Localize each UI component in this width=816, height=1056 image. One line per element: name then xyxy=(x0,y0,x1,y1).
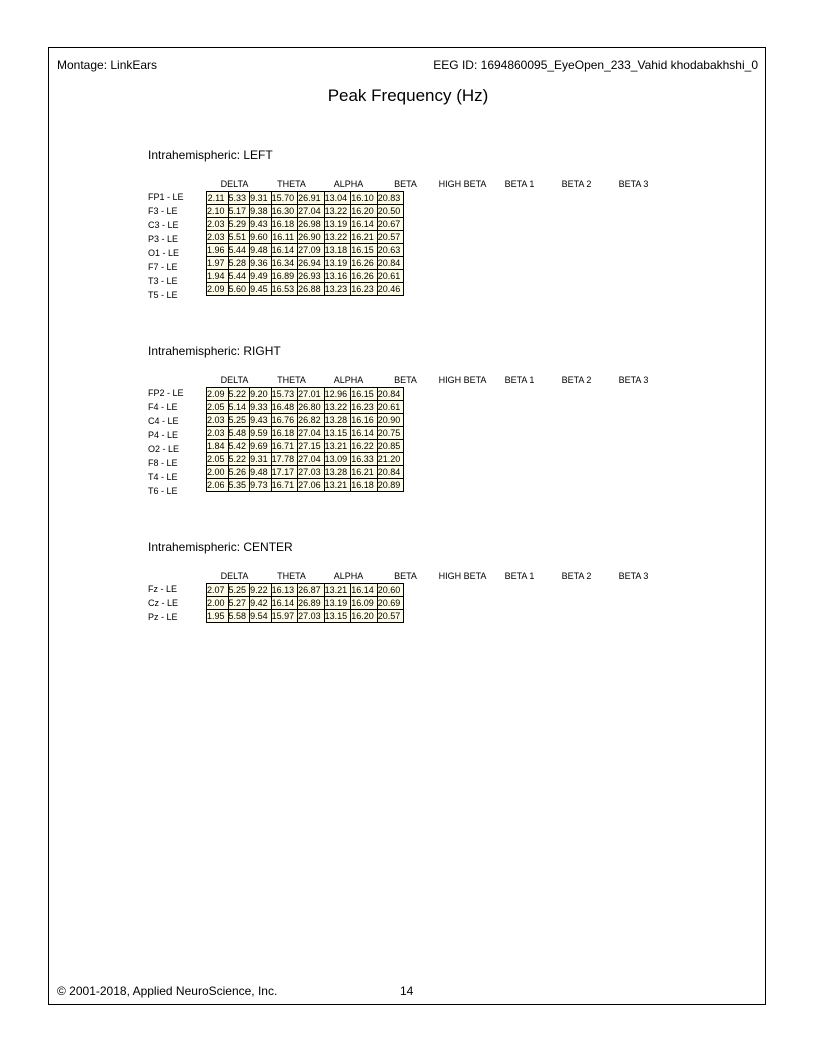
value-cell: 13.15 xyxy=(324,427,351,440)
value-cell: 9.45 xyxy=(250,283,272,296)
value-cell: 9.33 xyxy=(250,401,272,414)
value-cell: 26.94 xyxy=(298,257,325,270)
column-header: THETA xyxy=(277,179,306,189)
value-cell: 16.22 xyxy=(351,440,378,453)
page-title: Peak Frequency (Hz) xyxy=(327,86,489,105)
column-header: BETA xyxy=(394,179,417,189)
value-cell: 5.58 xyxy=(228,610,250,623)
value-cell: 13.15 xyxy=(324,610,351,623)
value-cell: 5.44 xyxy=(228,270,250,283)
value-cell: 27.03 xyxy=(298,610,325,623)
value-cell: 15.70 xyxy=(271,192,298,205)
value-cell: 20.84 xyxy=(377,388,404,401)
value-cell: 13.19 xyxy=(324,597,351,610)
row-label: Cz - LE xyxy=(148,598,179,608)
value-cell: 16.15 xyxy=(351,244,378,257)
table-row xyxy=(207,427,404,440)
value-cell: 26.89 xyxy=(298,597,325,610)
value-cell: 13.22 xyxy=(324,231,351,244)
value-cell: 16.13 xyxy=(271,584,298,597)
table-row xyxy=(207,584,404,597)
value-cell: 20.60 xyxy=(377,584,404,597)
column-header: BETA 1 xyxy=(504,375,535,385)
row-label: FP1 - LE xyxy=(148,192,184,202)
value-cell: 16.18 xyxy=(271,218,298,231)
value-cell: 17.78 xyxy=(271,453,298,466)
row-label: O2 - LE xyxy=(148,444,180,454)
value-cell: 5.14 xyxy=(228,401,250,414)
value-cell: 16.09 xyxy=(351,597,378,610)
value-cell: 13.28 xyxy=(324,414,351,427)
value-cell: 16.53 xyxy=(271,283,298,296)
value-cell: 9.60 xyxy=(250,231,272,244)
value-cell: 20.69 xyxy=(377,597,404,610)
table-row xyxy=(207,453,404,466)
value-cell: 26.88 xyxy=(298,283,325,296)
value-cell: 1.95 xyxy=(207,610,229,623)
value-cell: 16.10 xyxy=(351,192,378,205)
value-cell: 9.31 xyxy=(250,192,272,205)
value-cell: 20.61 xyxy=(377,401,404,414)
value-cell: 2.06 xyxy=(207,479,229,492)
row-label: Pz - LE xyxy=(148,612,178,622)
value-cell: 16.14 xyxy=(351,427,378,440)
value-cell: 13.04 xyxy=(324,192,351,205)
value-cell: 2.09 xyxy=(207,283,229,296)
value-cell: 2.03 xyxy=(207,427,229,440)
value-cell: 20.61 xyxy=(377,270,404,283)
row-label: T3 - LE xyxy=(148,276,178,286)
value-cell: 20.46 xyxy=(377,283,404,296)
row-label: C3 - LE xyxy=(148,220,179,230)
column-header: ALPHA xyxy=(333,375,364,385)
value-cell: 20.50 xyxy=(377,205,404,218)
column-header: BETA 3 xyxy=(618,571,649,581)
row-label: F4 - LE xyxy=(148,402,178,412)
column-header: BETA 1 xyxy=(504,571,535,581)
value-cell: 9.73 xyxy=(250,479,272,492)
value-cell: 20.63 xyxy=(377,244,404,257)
value-cell: 9.22 xyxy=(250,584,272,597)
section-title: Intrahemispheric: LEFT xyxy=(148,148,273,162)
value-cell: 9.36 xyxy=(250,257,272,270)
value-cell: 5.22 xyxy=(228,453,250,466)
value-cell: 20.84 xyxy=(377,466,404,479)
value-cell: 5.60 xyxy=(228,283,250,296)
value-cell: 5.25 xyxy=(228,584,250,597)
value-cell: 9.48 xyxy=(250,244,272,257)
page-number: 14 xyxy=(400,984,414,998)
value-cell: 5.44 xyxy=(228,244,250,257)
row-label: F3 - LE xyxy=(148,206,178,216)
value-cell: 1.84 xyxy=(207,440,229,453)
value-cell: 16.15 xyxy=(351,388,378,401)
value-cell: 5.29 xyxy=(228,218,250,231)
value-cell: 20.67 xyxy=(377,218,404,231)
value-cell: 27.04 xyxy=(298,427,325,440)
value-cell: 27.06 xyxy=(298,479,325,492)
table-row xyxy=(207,479,404,492)
value-cell: 9.20 xyxy=(250,388,272,401)
value-cell: 5.17 xyxy=(228,205,250,218)
value-cell: 20.75 xyxy=(377,427,404,440)
column-header: DELTA xyxy=(220,571,249,581)
value-cell: 13.22 xyxy=(324,401,351,414)
value-cell: 12.96 xyxy=(324,388,351,401)
value-cell: 9.48 xyxy=(250,466,272,479)
value-cell: 17.17 xyxy=(271,466,298,479)
value-cell: 9.43 xyxy=(250,218,272,231)
value-cell: 5.26 xyxy=(228,466,250,479)
value-cell: 2.00 xyxy=(207,466,229,479)
value-cell: 9.59 xyxy=(250,427,272,440)
column-header: ALPHA xyxy=(333,179,364,189)
value-cell: 5.28 xyxy=(228,257,250,270)
value-cell: 5.42 xyxy=(228,440,250,453)
value-cell: 16.48 xyxy=(271,401,298,414)
table-row xyxy=(207,192,404,205)
table-row xyxy=(207,401,404,414)
value-cell: 27.04 xyxy=(298,205,325,218)
table-row xyxy=(207,205,404,218)
value-cell: 27.15 xyxy=(298,440,325,453)
value-cell: 5.48 xyxy=(228,427,250,440)
value-cell: 16.21 xyxy=(351,231,378,244)
value-cell: 5.51 xyxy=(228,231,250,244)
value-cell: 13.22 xyxy=(324,205,351,218)
row-label: T4 - LE xyxy=(148,472,178,482)
value-cell: 27.09 xyxy=(298,244,325,257)
value-cell: 26.91 xyxy=(298,192,325,205)
value-cell: 20.89 xyxy=(377,479,404,492)
value-cell: 16.14 xyxy=(271,597,298,610)
value-cell: 16.30 xyxy=(271,205,298,218)
column-header: BETA 2 xyxy=(561,571,592,581)
table-row xyxy=(207,270,404,283)
column-header: BETA 3 xyxy=(618,375,649,385)
value-cell: 16.14 xyxy=(351,218,378,231)
row-label: P3 - LE xyxy=(148,234,179,244)
value-cell: 16.18 xyxy=(271,427,298,440)
section-title: Intrahemispheric: CENTER xyxy=(148,540,293,554)
value-cell: 20.57 xyxy=(377,610,404,623)
row-label: FP2 - LE xyxy=(148,388,184,398)
value-cell: 20.84 xyxy=(377,257,404,270)
column-header: BETA xyxy=(394,375,417,385)
value-cell: 21.20 xyxy=(377,453,404,466)
value-cell: 13.21 xyxy=(324,479,351,492)
section-title: Intrahemispheric: RIGHT xyxy=(148,344,281,358)
column-header: BETA 3 xyxy=(618,179,649,189)
column-header: HIGH BETA xyxy=(438,179,487,189)
table-row xyxy=(207,257,404,270)
value-cell: 9.43 xyxy=(250,414,272,427)
table-row xyxy=(207,466,404,479)
page-frame xyxy=(48,47,766,1005)
row-label: T5 - LE xyxy=(148,290,178,300)
column-header: THETA xyxy=(277,375,306,385)
row-label: Fz - LE xyxy=(148,584,178,594)
value-cell: 2.10 xyxy=(207,205,229,218)
value-cell: 27.03 xyxy=(298,466,325,479)
value-cell: 16.14 xyxy=(351,584,378,597)
row-label: P4 - LE xyxy=(148,430,179,440)
value-cell: 16.21 xyxy=(351,466,378,479)
value-cell: 1.96 xyxy=(207,244,229,257)
value-cell: 2.00 xyxy=(207,597,229,610)
value-cell: 13.16 xyxy=(324,270,351,283)
value-cell: 9.49 xyxy=(250,270,272,283)
table-row xyxy=(207,414,404,427)
value-cell: 26.93 xyxy=(298,270,325,283)
value-cell: 5.33 xyxy=(228,192,250,205)
value-cell: 2.07 xyxy=(207,584,229,597)
value-cell: 16.16 xyxy=(351,414,378,427)
value-cell: 13.18 xyxy=(324,244,351,257)
value-cell: 9.38 xyxy=(250,205,272,218)
value-cell: 16.26 xyxy=(351,257,378,270)
column-header: BETA 2 xyxy=(561,375,592,385)
value-cell: 13.28 xyxy=(324,466,351,479)
value-cell: 5.25 xyxy=(228,414,250,427)
value-cell: 13.21 xyxy=(324,440,351,453)
value-cell: 16.26 xyxy=(351,270,378,283)
value-cell: 9.69 xyxy=(250,440,272,453)
table-row xyxy=(207,388,404,401)
value-cell: 13.21 xyxy=(324,584,351,597)
value-cell: 16.76 xyxy=(271,414,298,427)
value-cell: 2.09 xyxy=(207,388,229,401)
column-header: DELTA xyxy=(220,179,249,189)
table-row xyxy=(207,440,404,453)
value-cell: 26.87 xyxy=(298,584,325,597)
value-grid xyxy=(206,583,404,623)
value-cell: 16.34 xyxy=(271,257,298,270)
value-cell: 2.11 xyxy=(207,192,229,205)
value-cell: 5.22 xyxy=(228,388,250,401)
row-label: F8 - LE xyxy=(148,458,178,468)
value-cell: 15.73 xyxy=(271,388,298,401)
column-header: HIGH BETA xyxy=(438,571,487,581)
column-header: THETA xyxy=(277,571,306,581)
value-cell: 5.27 xyxy=(228,597,250,610)
row-label: F7 - LE xyxy=(148,262,178,272)
value-cell: 13.09 xyxy=(324,453,351,466)
value-cell: 26.80 xyxy=(298,401,325,414)
value-cell: 20.83 xyxy=(377,192,404,205)
value-cell: 16.20 xyxy=(351,205,378,218)
value-cell: 2.03 xyxy=(207,218,229,231)
value-cell: 13.19 xyxy=(324,218,351,231)
value-cell: 1.94 xyxy=(207,270,229,283)
value-cell: 20.57 xyxy=(377,231,404,244)
table-row xyxy=(207,244,404,257)
value-cell: 26.82 xyxy=(298,414,325,427)
value-cell: 13.19 xyxy=(324,257,351,270)
table-row xyxy=(207,218,404,231)
column-header: BETA 1 xyxy=(504,179,535,189)
value-cell: 27.04 xyxy=(298,453,325,466)
table-row xyxy=(207,610,404,623)
value-cell: 2.05 xyxy=(207,453,229,466)
column-header: BETA 2 xyxy=(561,179,592,189)
montage-label: Montage: LinkEars xyxy=(57,58,158,72)
value-cell: 13.23 xyxy=(324,283,351,296)
column-header: HIGH BETA xyxy=(438,375,487,385)
table-row xyxy=(207,283,404,296)
row-label: C4 - LE xyxy=(148,416,179,426)
value-cell: 2.03 xyxy=(207,414,229,427)
value-cell: 2.05 xyxy=(207,401,229,414)
value-cell: 16.20 xyxy=(351,610,378,623)
value-cell: 26.90 xyxy=(298,231,325,244)
value-cell: 16.14 xyxy=(271,244,298,257)
row-label: O1 - LE xyxy=(148,248,180,258)
table-row xyxy=(207,231,404,244)
footer-copyright: © 2001-2018, Applied NeuroScience, Inc. xyxy=(57,984,278,998)
value-cell: 9.54 xyxy=(250,610,272,623)
column-header: DELTA xyxy=(220,375,249,385)
table-row xyxy=(207,597,404,610)
eeg-id-label: EEG ID: 1694860095_EyeOpen_233_Vahid khodabakhshi_0 xyxy=(433,58,758,72)
value-cell: 27.01 xyxy=(298,388,325,401)
value-cell: 26.98 xyxy=(298,218,325,231)
value-grid xyxy=(206,191,404,296)
value-cell: 16.71 xyxy=(271,440,298,453)
value-cell: 16.23 xyxy=(351,283,378,296)
value-cell: 16.11 xyxy=(271,231,298,244)
column-header: ALPHA xyxy=(333,571,364,581)
value-cell: 16.89 xyxy=(271,270,298,283)
value-cell: 16.71 xyxy=(271,479,298,492)
value-cell: 16.23 xyxy=(351,401,378,414)
value-cell: 16.33 xyxy=(351,453,378,466)
value-cell: 20.90 xyxy=(377,414,404,427)
row-label: T6 - LE xyxy=(148,486,178,496)
column-header: BETA xyxy=(394,571,417,581)
value-cell: 16.18 xyxy=(351,479,378,492)
value-cell: 9.42 xyxy=(250,597,272,610)
value-cell: 2.03 xyxy=(207,231,229,244)
value-cell: 15.97 xyxy=(271,610,298,623)
value-cell: 20.85 xyxy=(377,440,404,453)
value-cell: 1.97 xyxy=(207,257,229,270)
value-grid xyxy=(206,387,404,492)
value-cell: 5.35 xyxy=(228,479,250,492)
value-cell: 9.31 xyxy=(250,453,272,466)
